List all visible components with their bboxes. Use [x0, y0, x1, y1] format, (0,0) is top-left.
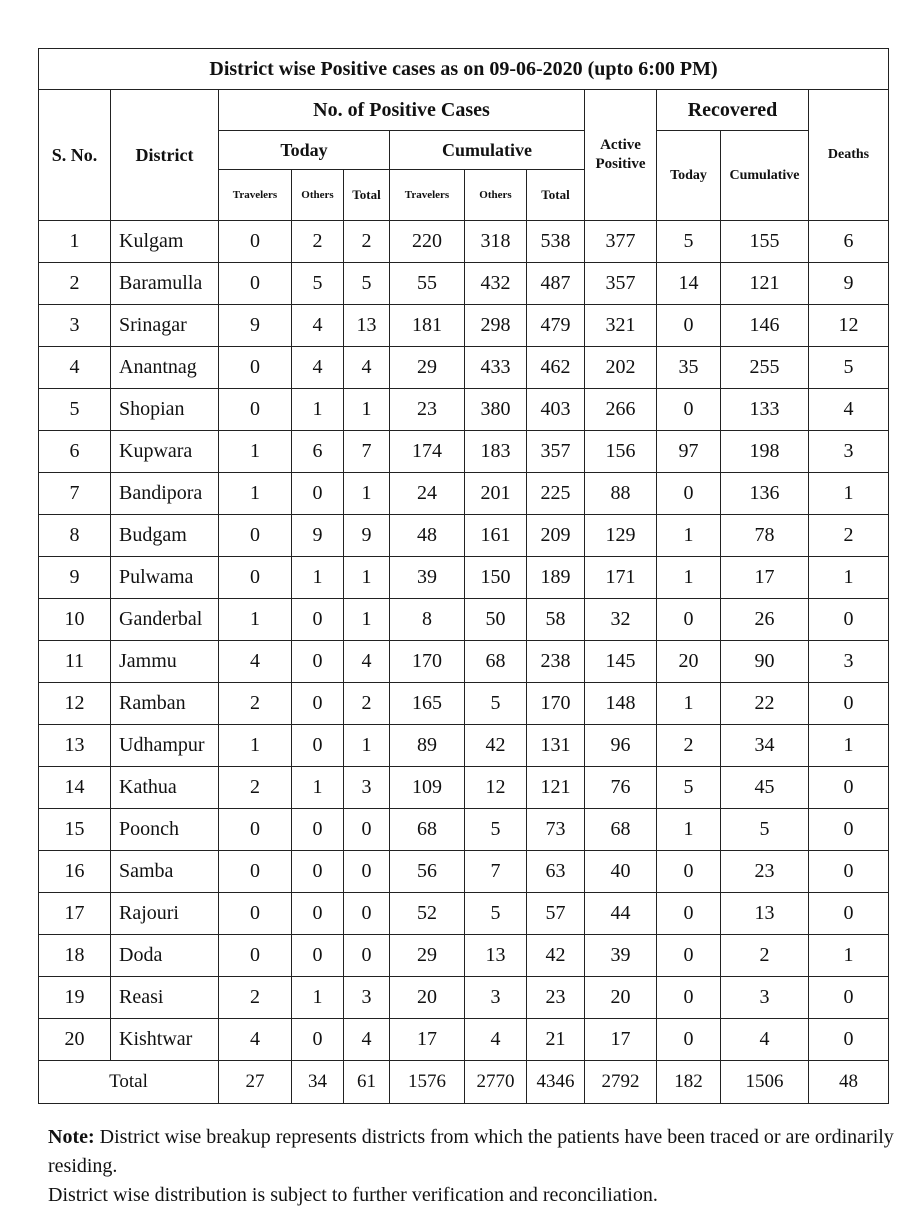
cell-cumulative-others: 150: [465, 557, 527, 599]
cell-today-total: 1: [344, 725, 390, 767]
cell-recovered-today: 0: [657, 389, 721, 431]
cell-cumulative-total: 57: [527, 893, 585, 935]
table-row: [39, 767, 889, 809]
cell-recovered-cumulative: 136: [721, 473, 809, 515]
table-row: [39, 599, 889, 641]
cell-recovered-cumulative: 4: [721, 1019, 809, 1061]
cell-today-others: 0: [292, 599, 344, 641]
cell-district: Kulgam: [111, 221, 219, 263]
cell-today-travelers: 0: [219, 389, 292, 431]
cell-active-positive: 171: [585, 557, 657, 599]
header-recovered-cumulative: Cumulative: [721, 131, 809, 221]
cell-today-total: 7: [344, 431, 390, 473]
cell-today-travelers: 0: [219, 809, 292, 851]
cell-today-total: 2: [344, 221, 390, 263]
cell-today-total: 5: [344, 263, 390, 305]
note-text-2: District wise distribution is subject to further verification and reconciliation.: [48, 1184, 658, 1206]
cell-sno: 20: [39, 1019, 111, 1061]
cases-table: [38, 48, 889, 1104]
cell-district: Ramban: [111, 683, 219, 725]
total-cumulative-total: 4346: [527, 1061, 585, 1104]
cell-recovered-today: 0: [657, 851, 721, 893]
cell-today-others: 1: [292, 977, 344, 1019]
cell-sno: 4: [39, 347, 111, 389]
cell-recovered-today: 0: [657, 893, 721, 935]
cell-cumulative-total: 209: [527, 515, 585, 557]
cell-recovered-today: 0: [657, 473, 721, 515]
cell-active-positive: 32: [585, 599, 657, 641]
cell-deaths: 1: [809, 473, 889, 515]
cell-cumulative-travelers: 24: [390, 473, 465, 515]
total-cumulative-others: 2770: [465, 1061, 527, 1104]
cell-sno: 3: [39, 305, 111, 347]
cell-sno: 6: [39, 431, 111, 473]
cell-recovered-cumulative: 22: [721, 683, 809, 725]
cell-cumulative-travelers: 181: [390, 305, 465, 347]
cell-deaths: 6: [809, 221, 889, 263]
cell-recovered-cumulative: 133: [721, 389, 809, 431]
cell-cumulative-travelers: 109: [390, 767, 465, 809]
cell-deaths: 0: [809, 1019, 889, 1061]
cell-today-travelers: 4: [219, 1019, 292, 1061]
cell-recovered-today: 0: [657, 599, 721, 641]
cell-recovered-cumulative: 45: [721, 767, 809, 809]
cell-deaths: 0: [809, 977, 889, 1019]
cell-sno: 13: [39, 725, 111, 767]
total-deaths: 48: [809, 1061, 889, 1104]
cell-cumulative-others: 432: [465, 263, 527, 305]
cell-cumulative-others: 201: [465, 473, 527, 515]
cell-active-positive: 145: [585, 641, 657, 683]
cell-cumulative-total: 225: [527, 473, 585, 515]
header-cumulative-others: Others: [465, 170, 527, 221]
total-label: Total: [39, 1061, 219, 1104]
cell-today-total: 4: [344, 1019, 390, 1061]
cell-today-travelers: 1: [219, 725, 292, 767]
cell-sno: 10: [39, 599, 111, 641]
cell-recovered-today: 1: [657, 557, 721, 599]
cell-deaths: 0: [809, 893, 889, 935]
header-sno: S. No.: [39, 90, 111, 221]
cell-cumulative-total: 42: [527, 935, 585, 977]
cell-cumulative-others: 4: [465, 1019, 527, 1061]
cell-cumulative-others: 50: [465, 599, 527, 641]
header-district: District: [111, 90, 219, 221]
cell-today-total: 9: [344, 515, 390, 557]
cell-recovered-today: 20: [657, 641, 721, 683]
table-row: [39, 977, 889, 1019]
table-row: [39, 935, 889, 977]
cell-deaths: 3: [809, 641, 889, 683]
cell-active-positive: 377: [585, 221, 657, 263]
cell-recovered-today: 0: [657, 305, 721, 347]
cell-today-travelers: 2: [219, 767, 292, 809]
cell-cumulative-travelers: 220: [390, 221, 465, 263]
cell-cumulative-travelers: 39: [390, 557, 465, 599]
table-row: [39, 473, 889, 515]
cell-today-travelers: 0: [219, 851, 292, 893]
table-row: [39, 221, 889, 263]
table-row: [39, 263, 889, 305]
cell-district: Samba: [111, 851, 219, 893]
cell-district: Anantnag: [111, 347, 219, 389]
cell-cumulative-others: 42: [465, 725, 527, 767]
table-row: [39, 809, 889, 851]
cell-today-travelers: 1: [219, 599, 292, 641]
cell-cumulative-others: 7: [465, 851, 527, 893]
cell-sno: 9: [39, 557, 111, 599]
cell-today-total: 1: [344, 473, 390, 515]
cell-recovered-cumulative: 90: [721, 641, 809, 683]
cell-today-travelers: 0: [219, 221, 292, 263]
cell-sno: 17: [39, 893, 111, 935]
cell-active-positive: 40: [585, 851, 657, 893]
cell-today-others: 0: [292, 641, 344, 683]
cell-today-travelers: 0: [219, 935, 292, 977]
cell-cumulative-travelers: 165: [390, 683, 465, 725]
cell-cumulative-travelers: 20: [390, 977, 465, 1019]
total-row: [39, 1061, 889, 1104]
cell-deaths: 5: [809, 347, 889, 389]
cell-today-total: 0: [344, 935, 390, 977]
header-recovered-today: Today: [657, 131, 721, 221]
cell-sno: 18: [39, 935, 111, 977]
cell-today-travelers: 0: [219, 515, 292, 557]
cell-today-total: 4: [344, 347, 390, 389]
cell-active-positive: 321: [585, 305, 657, 347]
cell-district: Kishtwar: [111, 1019, 219, 1061]
cell-deaths: 0: [809, 851, 889, 893]
cell-cumulative-others: 68: [465, 641, 527, 683]
cell-district: Udhampur: [111, 725, 219, 767]
cell-today-travelers: 0: [219, 557, 292, 599]
header-today-others: Others: [292, 170, 344, 221]
cell-recovered-cumulative: 5: [721, 809, 809, 851]
header-cumulative-total: Total: [527, 170, 585, 221]
header-active-positive: Active Positive: [585, 90, 657, 221]
cell-cumulative-travelers: 55: [390, 263, 465, 305]
cell-active-positive: 266: [585, 389, 657, 431]
cell-recovered-cumulative: 2: [721, 935, 809, 977]
cell-cumulative-total: 487: [527, 263, 585, 305]
cell-district: Kathua: [111, 767, 219, 809]
cell-recovered-today: 1: [657, 809, 721, 851]
cell-sno: 16: [39, 851, 111, 893]
cell-recovered-today: 2: [657, 725, 721, 767]
cell-active-positive: 148: [585, 683, 657, 725]
cell-district: Jammu: [111, 641, 219, 683]
cell-cumulative-others: 5: [465, 683, 527, 725]
cell-district: Kupwara: [111, 431, 219, 473]
cell-cumulative-others: 5: [465, 893, 527, 935]
table-row: [39, 431, 889, 473]
cell-cumulative-total: 403: [527, 389, 585, 431]
cell-deaths: 3: [809, 431, 889, 473]
cell-active-positive: 68: [585, 809, 657, 851]
cell-cumulative-others: 13: [465, 935, 527, 977]
cell-today-travelers: 2: [219, 977, 292, 1019]
note-line-1: [48, 1123, 898, 1181]
header-deaths: Deaths: [809, 90, 889, 221]
cell-today-travelers: 0: [219, 263, 292, 305]
cell-cumulative-total: 131: [527, 725, 585, 767]
cell-sno: 12: [39, 683, 111, 725]
cell-cumulative-total: 238: [527, 641, 585, 683]
cell-district: Shopian: [111, 389, 219, 431]
note-label: Note:: [48, 1126, 95, 1148]
cell-sno: 14: [39, 767, 111, 809]
cell-recovered-cumulative: 34: [721, 725, 809, 767]
cell-today-total: 0: [344, 893, 390, 935]
cell-recovered-cumulative: 13: [721, 893, 809, 935]
cell-cumulative-total: 58: [527, 599, 585, 641]
table-row: [39, 305, 889, 347]
cell-sno: 19: [39, 977, 111, 1019]
cell-cumulative-total: 21: [527, 1019, 585, 1061]
cell-today-total: 4: [344, 641, 390, 683]
cell-active-positive: 129: [585, 515, 657, 557]
cell-sno: 5: [39, 389, 111, 431]
header-cumulative-travelers: Travelers: [390, 170, 465, 221]
cell-today-travelers: 0: [219, 893, 292, 935]
cell-today-others: 4: [292, 305, 344, 347]
cell-today-others: 0: [292, 809, 344, 851]
cell-deaths: 0: [809, 809, 889, 851]
header-today-total: Total: [344, 170, 390, 221]
note: [48, 1123, 898, 1210]
cell-district: Rajouri: [111, 893, 219, 935]
cell-active-positive: 88: [585, 473, 657, 515]
cell-today-others: 0: [292, 683, 344, 725]
cell-cumulative-total: 73: [527, 809, 585, 851]
cell-sno: 7: [39, 473, 111, 515]
cell-today-travelers: 1: [219, 473, 292, 515]
cell-today-total: 1: [344, 389, 390, 431]
cell-recovered-cumulative: 121: [721, 263, 809, 305]
cell-today-others: 6: [292, 431, 344, 473]
cell-cumulative-others: 5: [465, 809, 527, 851]
total-active: 2792: [585, 1061, 657, 1104]
cell-recovered-cumulative: 146: [721, 305, 809, 347]
cell-recovered-cumulative: 155: [721, 221, 809, 263]
cell-cumulative-travelers: 29: [390, 347, 465, 389]
cell-cumulative-others: 183: [465, 431, 527, 473]
cell-cumulative-total: 189: [527, 557, 585, 599]
cell-district: Pulwama: [111, 557, 219, 599]
cell-cumulative-travelers: 89: [390, 725, 465, 767]
note-text-1: District wise breakup represents districts from which the patients have been traced or are ordinarily residing.: [48, 1126, 894, 1177]
cell-today-others: 1: [292, 557, 344, 599]
cell-recovered-today: 14: [657, 263, 721, 305]
header-today-travelers: Travelers: [219, 170, 292, 221]
cell-district: Doda: [111, 935, 219, 977]
cell-active-positive: 76: [585, 767, 657, 809]
table-row: [39, 389, 889, 431]
cell-today-total: 3: [344, 767, 390, 809]
cell-sno: 15: [39, 809, 111, 851]
table-row: [39, 851, 889, 893]
cell-deaths: 0: [809, 767, 889, 809]
cell-recovered-cumulative: 198: [721, 431, 809, 473]
table-row: [39, 683, 889, 725]
cell-recovered-today: 0: [657, 1019, 721, 1061]
cell-sno: 8: [39, 515, 111, 557]
cell-cumulative-total: 170: [527, 683, 585, 725]
cell-today-others: 0: [292, 893, 344, 935]
cell-today-travelers: 9: [219, 305, 292, 347]
total-today-others: 34: [292, 1061, 344, 1104]
cell-today-others: 9: [292, 515, 344, 557]
cell-cumulative-travelers: 48: [390, 515, 465, 557]
cell-deaths: 0: [809, 599, 889, 641]
cell-today-others: 1: [292, 767, 344, 809]
total-cumulative-travelers: 1576: [390, 1061, 465, 1104]
total-today-travelers: 27: [219, 1061, 292, 1104]
cell-deaths: 12: [809, 305, 889, 347]
header-recovered: Recovered: [657, 90, 809, 131]
table-row: [39, 893, 889, 935]
cell-today-others: 5: [292, 263, 344, 305]
cell-today-others: 0: [292, 725, 344, 767]
cell-recovered-today: 97: [657, 431, 721, 473]
cell-cumulative-total: 357: [527, 431, 585, 473]
cell-today-others: 0: [292, 1019, 344, 1061]
cell-sno: 2: [39, 263, 111, 305]
cell-today-total: 1: [344, 599, 390, 641]
cell-district: Baramulla: [111, 263, 219, 305]
cell-today-travelers: 0: [219, 347, 292, 389]
cell-cumulative-total: 121: [527, 767, 585, 809]
cell-deaths: 1: [809, 725, 889, 767]
cell-cumulative-total: 479: [527, 305, 585, 347]
cell-district: Ganderbal: [111, 599, 219, 641]
cell-today-others: 0: [292, 851, 344, 893]
cell-deaths: 9: [809, 263, 889, 305]
cell-today-total: 1: [344, 557, 390, 599]
cell-today-travelers: 4: [219, 641, 292, 683]
cell-today-total: 0: [344, 809, 390, 851]
cell-today-others: 4: [292, 347, 344, 389]
cell-recovered-cumulative: 26: [721, 599, 809, 641]
cell-active-positive: 44: [585, 893, 657, 935]
cell-deaths: 4: [809, 389, 889, 431]
cell-deaths: 0: [809, 683, 889, 725]
total-today-total: 61: [344, 1061, 390, 1104]
cell-district: Poonch: [111, 809, 219, 851]
cell-cumulative-others: 298: [465, 305, 527, 347]
cell-deaths: 1: [809, 557, 889, 599]
cell-cumulative-travelers: 23: [390, 389, 465, 431]
cell-today-total: 0: [344, 851, 390, 893]
cell-active-positive: 357: [585, 263, 657, 305]
table-body: [39, 221, 889, 1061]
cell-recovered-today: 0: [657, 977, 721, 1019]
cell-cumulative-others: 12: [465, 767, 527, 809]
cell-cumulative-travelers: 170: [390, 641, 465, 683]
cell-today-travelers: 2: [219, 683, 292, 725]
cell-district: Reasi: [111, 977, 219, 1019]
table-row: [39, 725, 889, 767]
cell-cumulative-travelers: 52: [390, 893, 465, 935]
cell-active-positive: 39: [585, 935, 657, 977]
cell-recovered-today: 1: [657, 683, 721, 725]
cell-cumulative-travelers: 29: [390, 935, 465, 977]
cell-today-total: 3: [344, 977, 390, 1019]
total-recovered-cumulative: 1506: [721, 1061, 809, 1104]
cell-today-others: 0: [292, 473, 344, 515]
cell-active-positive: 20: [585, 977, 657, 1019]
cell-deaths: 2: [809, 515, 889, 557]
cell-recovered-cumulative: 255: [721, 347, 809, 389]
table-row: [39, 347, 889, 389]
cell-district: Srinagar: [111, 305, 219, 347]
cell-recovered-today: 5: [657, 221, 721, 263]
cell-cumulative-total: 23: [527, 977, 585, 1019]
cell-today-others: 2: [292, 221, 344, 263]
cell-recovered-today: 35: [657, 347, 721, 389]
cell-today-total: 2: [344, 683, 390, 725]
cell-district: Budgam: [111, 515, 219, 557]
cell-active-positive: 156: [585, 431, 657, 473]
header-today: Today: [219, 131, 390, 170]
table-title: District wise Positive cases as on 09-06-2020 (upto 6:00 PM): [39, 49, 889, 90]
cell-deaths: 1: [809, 935, 889, 977]
cell-recovered-cumulative: 23: [721, 851, 809, 893]
cell-cumulative-total: 462: [527, 347, 585, 389]
cell-cumulative-travelers: 8: [390, 599, 465, 641]
table-row: [39, 515, 889, 557]
cell-active-positive: 202: [585, 347, 657, 389]
cell-cumulative-others: 161: [465, 515, 527, 557]
cell-today-travelers: 1: [219, 431, 292, 473]
cell-recovered-today: 5: [657, 767, 721, 809]
cell-cumulative-others: 380: [465, 389, 527, 431]
cell-cumulative-others: 3: [465, 977, 527, 1019]
cell-today-others: 0: [292, 935, 344, 977]
cell-cumulative-total: 63: [527, 851, 585, 893]
cell-recovered-cumulative: 17: [721, 557, 809, 599]
cell-cumulative-others: 433: [465, 347, 527, 389]
cell-sno: 11: [39, 641, 111, 683]
table-row: [39, 557, 889, 599]
cell-cumulative-travelers: 17: [390, 1019, 465, 1061]
cell-cumulative-travelers: 68: [390, 809, 465, 851]
table-row: [39, 641, 889, 683]
header-positive-cases: No. of Positive Cases: [219, 90, 585, 131]
cell-cumulative-travelers: 174: [390, 431, 465, 473]
cell-today-total: 13: [344, 305, 390, 347]
table-row: [39, 1019, 889, 1061]
cell-recovered-cumulative: 78: [721, 515, 809, 557]
cell-active-positive: 17: [585, 1019, 657, 1061]
cell-active-positive: 96: [585, 725, 657, 767]
cell-cumulative-travelers: 56: [390, 851, 465, 893]
total-recovered-today: 182: [657, 1061, 721, 1104]
cell-district: Bandipora: [111, 473, 219, 515]
cell-cumulative-total: 538: [527, 221, 585, 263]
cell-today-others: 1: [292, 389, 344, 431]
cell-cumulative-others: 318: [465, 221, 527, 263]
cell-recovered-cumulative: 3: [721, 977, 809, 1019]
cell-recovered-today: 1: [657, 515, 721, 557]
header-cumulative: Cumulative: [390, 131, 585, 170]
cell-sno: 1: [39, 221, 111, 263]
cell-recovered-today: 0: [657, 935, 721, 977]
